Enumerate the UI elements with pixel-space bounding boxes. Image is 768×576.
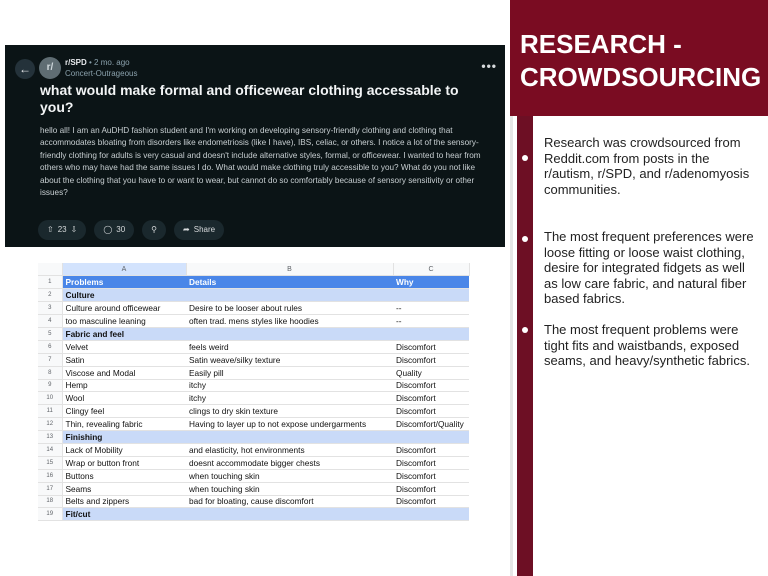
subreddit-avatar[interactable]: r/ <box>39 57 61 79</box>
share-label: Share <box>193 225 216 234</box>
cell-detail[interactable]: Easily pill <box>186 366 393 379</box>
reddit-post <box>5 45 505 247</box>
cell-problem[interactable]: Seams <box>62 482 186 495</box>
cell-problem[interactable]: too masculine leaning <box>62 315 186 328</box>
cell-problem[interactable]: Thin, revealing fabric <box>62 418 186 431</box>
cell-why[interactable]: Discomfort <box>393 443 469 456</box>
cell-problem[interactable]: Belts and zippers <box>62 495 186 508</box>
cell-problem[interactable]: Satin <box>62 353 186 366</box>
downvote-icon[interactable]: ⇩ <box>70 225 78 234</box>
comments-button[interactable] <box>94 220 134 240</box>
table-row <box>38 431 469 444</box>
row-number[interactable]: 6 <box>38 340 62 353</box>
cell-problem[interactable]: Lack of Mobility <box>62 443 186 456</box>
column-header[interactable]: C <box>393 263 469 276</box>
bullet-text: The most frequent problems were tight fits and waistbands, exposed seams, and heavy/synthetic fabrics. <box>544 322 750 369</box>
corner-cell[interactable] <box>38 263 62 276</box>
table-row <box>38 366 469 379</box>
cell-why[interactable]: Discomfort <box>393 392 469 405</box>
cell-detail[interactable]: often trad. mens styles like hoodies <box>186 315 393 328</box>
table-row <box>38 302 469 315</box>
cell-why[interactable]: Why <box>393 276 469 289</box>
row-number[interactable]: 13 <box>38 431 62 444</box>
vote-control <box>38 220 86 240</box>
cell-detail[interactable]: doesnt accommodate bigger chests <box>186 456 393 469</box>
cell-detail[interactable] <box>186 508 393 521</box>
row-number[interactable]: 15 <box>38 456 62 469</box>
row-number[interactable]: 14 <box>38 443 62 456</box>
row-number[interactable]: 1 <box>38 276 62 289</box>
comment-icon: ◯ <box>103 225 113 234</box>
cell-why[interactable]: -- <box>393 302 469 315</box>
table-row <box>38 482 469 495</box>
cell-detail[interactable]: feels weird <box>186 340 393 353</box>
table-row <box>38 289 469 302</box>
cell-problem[interactable]: Culture around officewear <box>62 302 186 315</box>
cell-detail[interactable]: Satin weave/silky texture <box>186 353 393 366</box>
bullet-dot <box>522 155 528 161</box>
cell-problem[interactable]: Velvet <box>62 340 186 353</box>
cell-problem[interactable]: Wool <box>62 392 186 405</box>
vote-count: 23 <box>57 225 67 234</box>
title-banner <box>510 0 768 116</box>
row-number[interactable]: 18 <box>38 495 62 508</box>
accent-line <box>517 116 533 576</box>
table-row <box>38 508 469 521</box>
bullet-dot <box>522 236 528 242</box>
more-options-icon[interactable]: ••• <box>481 59 497 73</box>
back-arrow-icon[interactable]: ← <box>15 59 35 79</box>
table-row <box>38 276 469 289</box>
row-number[interactable]: 4 <box>38 315 62 328</box>
cell-why[interactable]: Discomfort <box>393 482 469 495</box>
cell-detail[interactable]: itchy <box>186 379 393 392</box>
table-row <box>38 418 469 431</box>
table-row <box>38 469 469 482</box>
cell-problem[interactable]: Culture <box>62 289 186 302</box>
cell-detail[interactable]: Desire to be looser about rules <box>186 302 393 315</box>
subreddit-link[interactable]: r/SPD <box>65 58 87 67</box>
cell-problem[interactable]: Fit/cut <box>62 508 186 521</box>
table-row <box>38 456 469 469</box>
table-row <box>38 443 469 456</box>
post-body: hello all! I am an AuDHD fashion student and I'm working on developing sensory-friendly clothing and clothing that accommodates bloating from disorders like endometriosis (like I have), IBS, celiac, or others. I notice a lot of the sensory-friendly clothing for adults is very casual and doesn't include alternative styles, formal, or officewear. I wanted to hear from others who may have had the same issues I do. What would make clothing truly accessible to you? What do you not like about the clothing that you have to or want to wear, but cannot do so comfortably because of sensory sensitivity or other issues? <box>40 126 481 198</box>
cell-why[interactable] <box>393 431 469 444</box>
cell-detail[interactable] <box>186 289 393 302</box>
row-number[interactable]: 11 <box>38 405 62 418</box>
row-number[interactable]: 10 <box>38 392 62 405</box>
cell-problem[interactable]: Buttons <box>62 469 186 482</box>
share-button[interactable] <box>174 220 224 240</box>
comment-count: 30 <box>116 225 126 234</box>
cell-problem[interactable]: Viscose and Modal <box>62 366 186 379</box>
table-row <box>38 353 469 366</box>
row-number[interactable]: 16 <box>38 469 62 482</box>
row-number[interactable]: 17 <box>38 482 62 495</box>
cell-detail[interactable]: Details <box>186 276 393 289</box>
bullet-text: Research was crowdsourced from Reddit.com from posts in the r/autism, r/SPD, and r/adenomyosis communities. <box>544 135 750 197</box>
column-header-row <box>38 263 469 276</box>
cell-problem[interactable]: Wrap or button front <box>62 456 186 469</box>
table-row <box>38 379 469 392</box>
table-row <box>38 405 469 418</box>
slide-title: RESEARCH - CROWDSOURCING <box>520 29 762 92</box>
bullet-text: The most frequent preferences were loose fitting or loose waist clothing, desire for integrated fidgets as well as low care fabric, and natural fiber based fabrics. <box>544 229 754 307</box>
cell-why[interactable]: -- <box>393 315 469 328</box>
cell-detail[interactable]: bad for bloating, cause discomfort <box>186 495 393 508</box>
cell-problem[interactable]: Finishing <box>62 431 186 444</box>
table-row <box>38 340 469 353</box>
award-icon: ⚲ <box>151 225 158 234</box>
cell-why[interactable] <box>393 508 469 521</box>
column-header[interactable]: B <box>186 263 393 276</box>
post-actions <box>38 220 224 240</box>
table-row <box>38 327 469 340</box>
cell-why[interactable]: Discomfort/Quality <box>393 418 469 431</box>
column-header[interactable]: A <box>62 263 186 276</box>
upvote-icon[interactable]: ⇧ <box>47 225 54 234</box>
cell-why[interactable] <box>393 289 469 302</box>
cell-detail[interactable]: clings to dry skin texture <box>186 405 393 418</box>
cell-why[interactable]: Discomfort <box>393 405 469 418</box>
cell-problem[interactable]: Fabric and feel <box>62 327 186 340</box>
table-row <box>38 392 469 405</box>
cell-detail[interactable]: when touching skin <box>186 482 393 495</box>
cell-problem[interactable]: Hemp <box>62 379 186 392</box>
table-row <box>38 495 469 508</box>
row-number[interactable]: 5 <box>38 327 62 340</box>
bullet-dot <box>522 327 528 333</box>
share-icon: ➦ <box>183 225 190 234</box>
row-number[interactable]: 12 <box>38 418 62 431</box>
cell-detail[interactable]: Having to layer up to not expose undergarments <box>186 418 393 431</box>
row-number[interactable]: 19 <box>38 508 62 521</box>
cell-why[interactable]: Quality <box>393 366 469 379</box>
cell-detail[interactable]: and elasticity, hot environments <box>186 443 393 456</box>
cell-detail[interactable]: when touching skin <box>186 469 393 482</box>
post-meta <box>65 57 137 79</box>
cell-why[interactable]: Discomfort <box>393 456 469 469</box>
cell-why[interactable]: Discomfort <box>393 495 469 508</box>
cell-why[interactable]: Discomfort <box>393 353 469 366</box>
row-number[interactable]: 9 <box>38 379 62 392</box>
author-link[interactable]: Concert-Outrageous <box>65 69 138 78</box>
spreadsheet-body <box>38 276 469 521</box>
table-row <box>38 315 469 328</box>
cell-why[interactable]: Discomfort <box>393 379 469 392</box>
cell-detail[interactable]: itchy <box>186 392 393 405</box>
cell-why[interactable]: Discomfort <box>393 340 469 353</box>
post-title: what would make formal and officewear clothing accessable to you? <box>40 82 459 115</box>
cell-detail[interactable] <box>186 327 393 340</box>
spreadsheet-table <box>38 263 470 521</box>
cell-why[interactable] <box>393 327 469 340</box>
spreadsheet <box>38 263 469 521</box>
cell-why[interactable]: Discomfort <box>393 469 469 482</box>
row-number[interactable]: 3 <box>38 302 62 315</box>
row-number[interactable]: 8 <box>38 366 62 379</box>
row-number[interactable]: 2 <box>38 289 62 302</box>
row-number[interactable]: 7 <box>38 353 62 366</box>
post-time: • 2 mo. ago <box>89 58 130 67</box>
cell-detail[interactable] <box>186 431 393 444</box>
cell-problem[interactable]: Problems <box>62 276 186 289</box>
cell-problem[interactable]: Clingy feel <box>62 405 186 418</box>
award-button[interactable] <box>142 220 166 240</box>
